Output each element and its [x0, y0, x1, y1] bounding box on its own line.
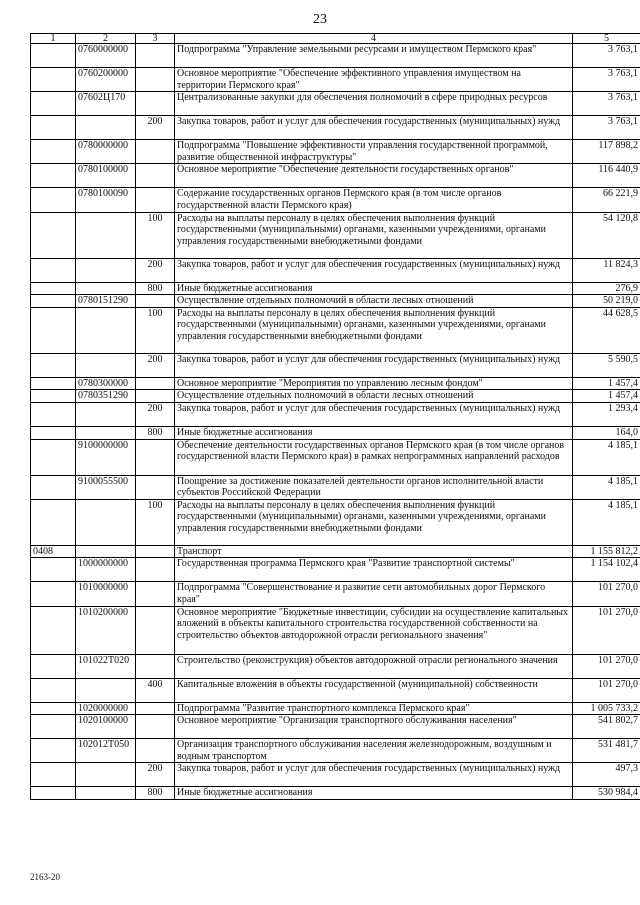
amount-cell: 101 270,0 [573, 582, 640, 606]
target-code-cell: 0760000000 [76, 44, 136, 68]
amount-cell: 117 898,2 [573, 140, 640, 164]
amount-cell: 1 457,4 [573, 390, 640, 403]
header-col-3: 3 [136, 34, 175, 44]
item-name-cell: Содержание государственных органов Пермского края (в том числе органов государственной власти Пермского края) [175, 188, 573, 212]
expense-type-cell: 800 [136, 426, 175, 439]
item-name-cell: Расходы на выплаты персоналу в целях обеспечения выполнения функций государственными (муниципальными) органами, казенными учреждениями, органами управления государственными внебюджетными фондами [175, 307, 573, 353]
item-name-cell: Закупка товаров, работ и услуг для обеспечения государственных (муниципальных) нужд [175, 353, 573, 377]
section-code-cell [31, 282, 76, 295]
target-code-cell [76, 763, 136, 787]
expense-type-cell: 800 [136, 282, 175, 295]
section-code-cell [31, 68, 76, 92]
section-code-cell [31, 582, 76, 606]
expense-type-cell [136, 739, 175, 763]
target-code-cell: 9100055500 [76, 475, 136, 499]
target-code-cell: 1010200000 [76, 606, 136, 654]
table-row [31, 140, 640, 164]
amount-cell: 116 440,9 [573, 164, 640, 188]
item-name-cell: Государственная программа Пермского края "Развитие транспортной системы" [175, 558, 573, 582]
item-name-cell: Централизованные закупки для обеспечения полномочий в сфере природных ресурсов [175, 92, 573, 116]
amount-cell: 164,0 [573, 426, 640, 439]
amount-cell: 3 763,1 [573, 92, 640, 116]
target-code-cell: 0780151290 [76, 295, 136, 308]
section-code-cell [31, 787, 76, 800]
amount-cell: 4 185,1 [573, 499, 640, 545]
section-code-cell [31, 702, 76, 715]
table-row [31, 558, 640, 582]
amount-cell: 3 763,1 [573, 116, 640, 140]
section-code-cell [31, 390, 76, 403]
section-code-cell [31, 116, 76, 140]
section-code-cell [31, 439, 76, 475]
table-row [31, 715, 640, 739]
expense-type-cell: 200 [136, 402, 175, 426]
table-row [31, 545, 640, 558]
expense-type-cell: 400 [136, 678, 175, 702]
item-name-cell: Подпрограмма "Управление земельными ресурсами и имуществом Пермского края" [175, 44, 573, 68]
amount-cell: 54 120,8 [573, 212, 640, 258]
section-code-cell [31, 426, 76, 439]
section-code-cell [31, 715, 76, 739]
item-name-cell: Строительство (реконструкция) объектов автодорожной отрасли регионального значения [175, 654, 573, 678]
item-name-cell: Основное мероприятие "Организация транспортного обслуживания населения" [175, 715, 573, 739]
expense-type-cell: 200 [136, 763, 175, 787]
section-code-cell [31, 164, 76, 188]
section-code-cell [31, 258, 76, 282]
table-row [31, 606, 640, 654]
amount-cell: 101 270,0 [573, 678, 640, 702]
section-code-cell [31, 678, 76, 702]
expense-type-cell [136, 140, 175, 164]
expense-type-cell: 100 [136, 212, 175, 258]
table-row [31, 702, 640, 715]
expense-type-cell: 200 [136, 353, 175, 377]
target-code-cell: 0760200000 [76, 68, 136, 92]
item-name-cell: Подпрограмма "Развитие транспортного комплекса Пермского края" [175, 702, 573, 715]
expense-type-cell [136, 582, 175, 606]
expense-type-cell [136, 295, 175, 308]
item-name-cell: Иные бюджетные ассигнования [175, 787, 573, 800]
item-name-cell: Закупка товаров, работ и услуг для обеспечения государственных (муниципальных) нужд [175, 402, 573, 426]
table-row [31, 44, 640, 68]
item-name-cell: Подпрограмма "Совершенствование и развитие сети автомобильных дорог Пермского края" [175, 582, 573, 606]
table-row [31, 353, 640, 377]
amount-cell: 531 481,7 [573, 739, 640, 763]
table-row [31, 295, 640, 308]
target-code-cell [76, 426, 136, 439]
target-code-cell: 0780000000 [76, 140, 136, 164]
section-code-cell [31, 307, 76, 353]
target-code-cell: 1000000000 [76, 558, 136, 582]
expense-type-cell: 100 [136, 307, 175, 353]
table-row [31, 475, 640, 499]
target-code-cell: 9100000000 [76, 439, 136, 475]
item-name-cell: Иные бюджетные ассигнования [175, 426, 573, 439]
section-code-cell [31, 402, 76, 426]
table-row [31, 116, 640, 140]
section-code-cell [31, 606, 76, 654]
amount-cell: 101 270,0 [573, 654, 640, 678]
expense-type-cell [136, 654, 175, 678]
item-name-cell: Иные бюджетные ассигнования [175, 282, 573, 295]
footer-code: 2163-20 [30, 872, 60, 882]
item-name-cell: Поощрение за достижение показателей деятельности органов исполнительной власти субъектов Российской Федерации [175, 475, 573, 499]
item-name-cell: Основное мероприятие "Обеспечение деятельности государственных органов" [175, 164, 573, 188]
amount-cell: 3 763,1 [573, 44, 640, 68]
target-code-cell [76, 116, 136, 140]
amount-cell: 1 005 733,2 [573, 702, 640, 715]
table-row [31, 582, 640, 606]
table-row [31, 426, 640, 439]
expense-type-cell [136, 715, 175, 739]
expense-type-cell [136, 439, 175, 475]
page-number: 23 [313, 12, 327, 27]
table-row [31, 68, 640, 92]
expense-type-cell: 200 [136, 116, 175, 140]
target-code-cell [76, 282, 136, 295]
target-code-cell [76, 353, 136, 377]
table-row [31, 390, 640, 403]
table-row [31, 402, 640, 426]
table-row [31, 739, 640, 763]
expense-type-cell: 100 [136, 499, 175, 545]
amount-cell: 11 824,3 [573, 258, 640, 282]
section-code-cell [31, 188, 76, 212]
expense-type-cell [136, 377, 175, 390]
target-code-cell: 102012Т050 [76, 739, 136, 763]
expense-type-cell [136, 92, 175, 116]
target-code-cell: 07602Ц170 [76, 92, 136, 116]
expense-type-cell [136, 475, 175, 499]
section-code-cell [31, 295, 76, 308]
item-name-cell: Подпрограмма "Повышение эффективности управления государственной программой, развитие общественной инфраструктуры" [175, 140, 573, 164]
section-code-cell [31, 763, 76, 787]
section-code-cell: 0408 [31, 545, 76, 558]
section-code-cell [31, 353, 76, 377]
amount-cell: 1 457,4 [573, 377, 640, 390]
table-row [31, 188, 640, 212]
item-name-cell: Осуществление отдельных полномочий в области лесных отношений [175, 295, 573, 308]
amount-cell: 50 219,0 [573, 295, 640, 308]
item-name-cell: Транспорт [175, 545, 573, 558]
target-code-cell: 101022Т020 [76, 654, 136, 678]
item-name-cell: Основное мероприятие "Мероприятия по управлению лесным фондом" [175, 377, 573, 390]
table-row [31, 787, 640, 800]
target-code-cell [76, 402, 136, 426]
amount-cell: 530 984,4 [573, 787, 640, 800]
amount-cell: 541 802,7 [573, 715, 640, 739]
target-code-cell [76, 678, 136, 702]
table-row [31, 377, 640, 390]
target-code-cell [76, 258, 136, 282]
budget-table [30, 33, 640, 800]
amount-cell: 276,9 [573, 282, 640, 295]
item-name-cell: Расходы на выплаты персоналу в целях обеспечения выполнения функций государственными (муниципальными) органами, казенными учреждениями, органами управления государственными внебюджетными фондами [175, 499, 573, 545]
expense-type-cell: 200 [136, 258, 175, 282]
amount-cell: 1 154 102,4 [573, 558, 640, 582]
target-code-cell [76, 499, 136, 545]
item-name-cell: Основное мероприятие "Бюджетные инвестиции, субсидии на осуществление капитальных вложений в объекты капитального строительства государственной собственности на строительство объектов автодорожной отрасли регионального значения" [175, 606, 573, 654]
expense-type-cell [136, 606, 175, 654]
table-row [31, 763, 640, 787]
section-code-cell [31, 212, 76, 258]
budget-table-body [31, 34, 640, 800]
amount-cell: 4 185,1 [573, 475, 640, 499]
item-name-cell: Закупка товаров, работ и услуг для обеспечения государственных (муниципальных) нужд [175, 763, 573, 787]
table-row [31, 92, 640, 116]
amount-cell: 1 155 812,2 [573, 545, 640, 558]
amount-cell: 5 590,5 [573, 353, 640, 377]
item-name-cell: Осуществление отдельных полномочий в области лесных отношений [175, 390, 573, 403]
target-code-cell: 0780351290 [76, 390, 136, 403]
table-row [31, 439, 640, 475]
table-row [31, 164, 640, 188]
target-code-cell [76, 212, 136, 258]
header-col-2: 2 [76, 34, 136, 44]
item-name-cell: Расходы на выплаты персоналу в целях обеспечения выполнения функций государственными (муниципальными) органами, казенными учреждениями, органами управления государственными внебюджетными фондами [175, 212, 573, 258]
header-col-4: 4 [175, 34, 573, 44]
item-name-cell: Закупка товаров, работ и услуг для обеспечения государственных (муниципальных) нужд [175, 258, 573, 282]
item-name-cell: Организация транспортного обслуживания населения железнодорожным, воздушным и водным транспортом [175, 739, 573, 763]
expense-type-cell [136, 545, 175, 558]
header-col-5: 5 [573, 34, 640, 44]
section-code-cell [31, 44, 76, 68]
expense-type-cell [136, 702, 175, 715]
item-name-cell: Основное мероприятие "Обеспечение эффективного управления имуществом на территории Пермского края" [175, 68, 573, 92]
target-code-cell [76, 307, 136, 353]
target-code-cell: 1020000000 [76, 702, 136, 715]
section-code-cell [31, 140, 76, 164]
amount-cell: 101 270,0 [573, 606, 640, 654]
item-name-cell: Обеспечение деятельности государственных органов Пермского края (в том числе органов государственной власти Пермского края) в рамках непрограммных направлений расходов [175, 439, 573, 475]
amount-cell: 1 293,4 [573, 402, 640, 426]
expense-type-cell [136, 68, 175, 92]
target-code-cell: 1010000000 [76, 582, 136, 606]
table-row [31, 212, 640, 258]
expense-type-cell [136, 164, 175, 188]
target-code-cell: 1020100000 [76, 715, 136, 739]
section-code-cell [31, 475, 76, 499]
section-code-cell [31, 558, 76, 582]
table-row [31, 307, 640, 353]
amount-cell: 497,3 [573, 763, 640, 787]
amount-cell: 44 628,5 [573, 307, 640, 353]
expense-type-cell [136, 558, 175, 582]
target-code-cell [76, 787, 136, 800]
section-code-cell [31, 739, 76, 763]
item-name-cell: Капитальные вложения в объекты государственной (муниципальной) собственности [175, 678, 573, 702]
target-code-cell: 0780100090 [76, 188, 136, 212]
expense-type-cell [136, 44, 175, 68]
table-row [31, 499, 640, 545]
item-name-cell: Закупка товаров, работ и услуг для обеспечения государственных (муниципальных) нужд [175, 116, 573, 140]
amount-cell: 66 221,9 [573, 188, 640, 212]
target-code-cell: 0780100000 [76, 164, 136, 188]
target-code-cell [76, 545, 136, 558]
section-code-cell [31, 654, 76, 678]
section-code-cell [31, 499, 76, 545]
amount-cell: 3 763,1 [573, 68, 640, 92]
amount-cell: 4 185,1 [573, 439, 640, 475]
table-row [31, 654, 640, 678]
table-header-row [31, 34, 640, 44]
section-code-cell [31, 92, 76, 116]
target-code-cell: 0780300000 [76, 377, 136, 390]
table-row [31, 678, 640, 702]
expense-type-cell [136, 390, 175, 403]
section-code-cell [31, 377, 76, 390]
table-row [31, 258, 640, 282]
table-row [31, 282, 640, 295]
expense-type-cell: 800 [136, 787, 175, 800]
header-col-1: 1 [31, 34, 76, 44]
expense-type-cell [136, 188, 175, 212]
